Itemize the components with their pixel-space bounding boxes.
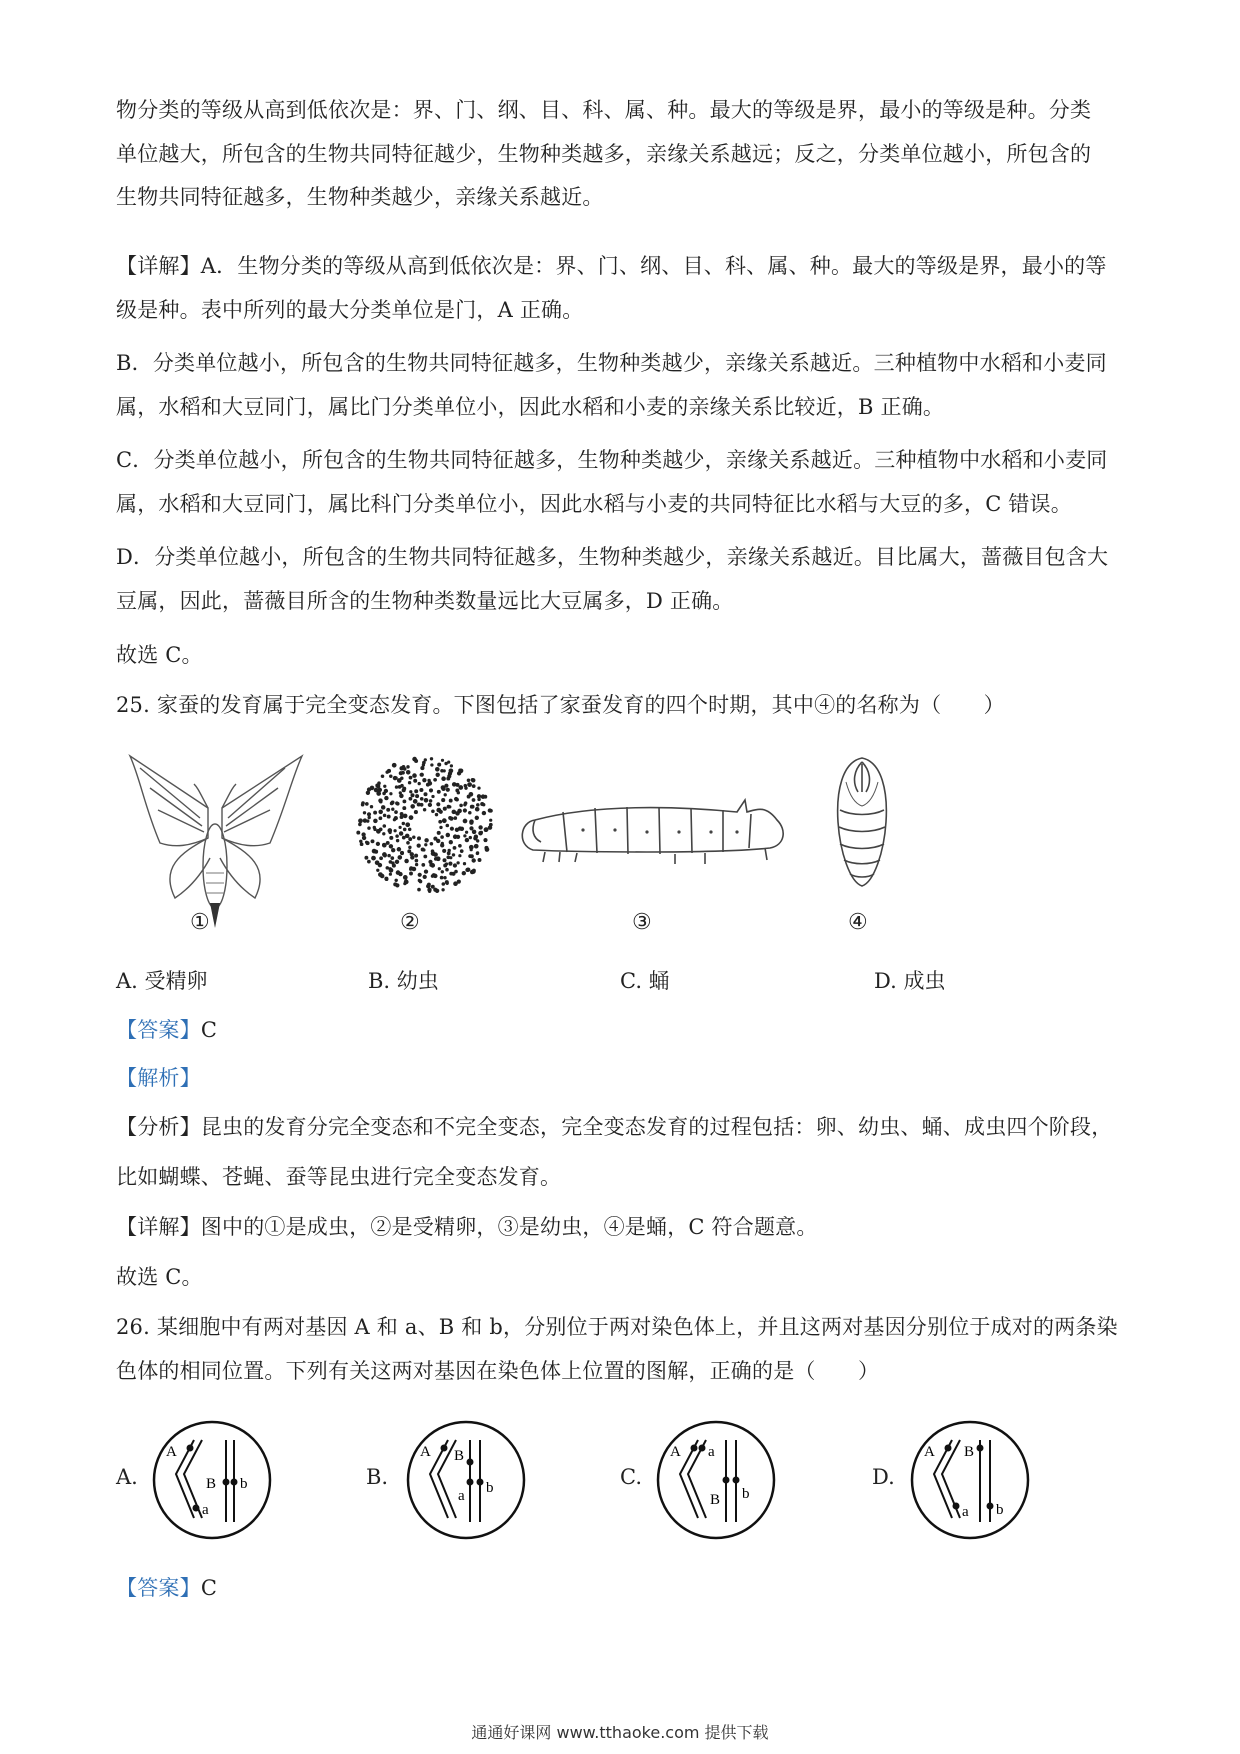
paragraph-line: B．分类单位越小，所包含的生物共同特征越多，生物种类越少，亲缘关系越近。三种植物中水稻和小麦同 — [116, 351, 1107, 375]
paragraph-line: C．分类单位越小，所包含的生物共同特征越多，生物种类越少，亲缘关系越近。三种植物中水稻和小麦同 — [116, 448, 1108, 472]
chromosome-diagram-b — [404, 1418, 528, 1546]
answer-label: 【答案】 — [116, 1576, 201, 1600]
option-a: A. 受精卵 — [116, 969, 208, 993]
analysis-line: 【分析】昆虫的发育分完全变态和不完全变态，完全变态发育的过程包括：卵、幼虫、蛹、成虫四个阶段， — [116, 1115, 1113, 1139]
gene-label-A: A — [670, 1444, 681, 1460]
gene-label-b: b — [486, 1480, 494, 1496]
option-c: C. 蛹 — [620, 969, 670, 993]
gene-label-B: B — [710, 1492, 721, 1508]
gene-label-B: B — [206, 1476, 217, 1492]
gene-label-b: b — [742, 1486, 750, 1502]
eggs-illustration — [355, 755, 495, 895]
paragraph-line: D．分类单位越小，所包含的生物共同特征越多，生物种类越少，亲缘关系越近。目比属大，蔷薇目包含大 — [116, 545, 1109, 569]
figure-label: ④ — [848, 910, 868, 935]
gene-label-B: B — [964, 1444, 975, 1460]
chromosome-diagram-c — [654, 1418, 778, 1546]
option-a-letter: A. — [116, 1465, 138, 1489]
chromosome-diagram-a — [150, 1418, 274, 1546]
page-footer: 通通好课网 www.tthaoke.com 提供下载 — [471, 1723, 769, 1742]
option-b-letter: B. — [366, 1465, 389, 1489]
analysis-line: 故选 C。 — [116, 1265, 203, 1289]
analysis-line: 【详解】图中的①是成虫，②是受精卵，③是幼虫，④是蛹，C 符合题意。 — [116, 1215, 818, 1239]
figure-label: ② — [400, 910, 420, 935]
paragraph-line: 属，水稻和大豆同门，属比科门分类单位小，因此水稻与小麦的共同特征比水稻与大豆的多，C 错误。 — [116, 492, 1072, 516]
gene-label-a: a — [458, 1488, 465, 1504]
answer-value: C — [200, 1576, 218, 1600]
answer-line — [116, 1573, 217, 1603]
chromosome-diagram-d — [908, 1418, 1032, 1546]
paragraph-line: 【详解】A．生物分类的等级从高到低依次是：界、门、纲、目、科、属、种。最大的等级是界，最小的等 — [116, 254, 1107, 278]
figure-label: ① — [190, 910, 210, 935]
gene-label-A: A — [924, 1444, 935, 1460]
paragraph-line: 生物共同特征越多，生物种类越少，亲缘关系越近。 — [116, 185, 604, 209]
gene-label-A: A — [420, 1444, 431, 1460]
answer-value: C — [200, 1018, 218, 1042]
figure-label: ③ — [632, 910, 652, 935]
option-d: D. 成虫 — [874, 969, 946, 993]
gene-label-a: a — [962, 1504, 969, 1520]
question-26-stem: 色体的相同位置。下列有关这两对基因在染色体上位置的图解，正确的是（ ） — [116, 1359, 880, 1383]
paragraph-line: 属，水稻和大豆同门，属比门分类单位小，因此水稻和小麦的亲缘关系比较近，B 正确。 — [116, 395, 945, 419]
gene-label-b: b — [996, 1502, 1004, 1518]
gene-label-b: b — [240, 1476, 248, 1492]
analysis-line: 比如蝴蝶、苍蝇、蚕等昆虫进行完全变态发育。 — [116, 1165, 562, 1189]
gene-label-a: a — [202, 1502, 209, 1518]
gene-label-A: A — [166, 1444, 177, 1460]
paragraph-line: 故选 C。 — [116, 643, 203, 667]
larva-illustration — [515, 790, 805, 880]
option-c-letter: C. — [620, 1465, 642, 1489]
option-b: B. 幼虫 — [368, 969, 439, 993]
paragraph-line: 物分类的等级从高到低依次是：界、门、纲、目、科、属、种。最大的等级是界，最小的等级是种。分类 — [116, 98, 1092, 122]
gene-label-a: a — [708, 1444, 715, 1460]
paragraph-line: 豆属，因此，蔷薇目所含的生物种类数量远比大豆属多，D 正确。 — [116, 589, 734, 613]
paragraph-line: 级是种。表中所列的最大分类单位是门，A 正确。 — [116, 298, 584, 322]
moth-illustration — [120, 748, 310, 938]
question-25-stem: 25. 家蚕的发育属于完全变态发育。下图包括了家蚕发育的四个时期，其中④的名称为（ ） — [116, 693, 1005, 717]
question-26-stem: 26. 某细胞中有两对基因 A 和 a、B 和 b，分别位于两对染色体上，并且这两对基因分别位于成对的两条染 — [116, 1315, 1118, 1339]
analysis-label: 【解析】 — [116, 1066, 201, 1090]
pupa-illustration — [832, 752, 892, 892]
answer-label: 【答案】 — [116, 1018, 201, 1042]
answer-line — [116, 1015, 217, 1045]
paragraph-line: 单位越大，所包含的生物共同特征越少，生物种类越多，亲缘关系越远；反之，分类单位越小，所包含的 — [116, 142, 1092, 166]
gene-label-B: B — [454, 1448, 465, 1464]
option-d-letter: D. — [872, 1465, 895, 1489]
